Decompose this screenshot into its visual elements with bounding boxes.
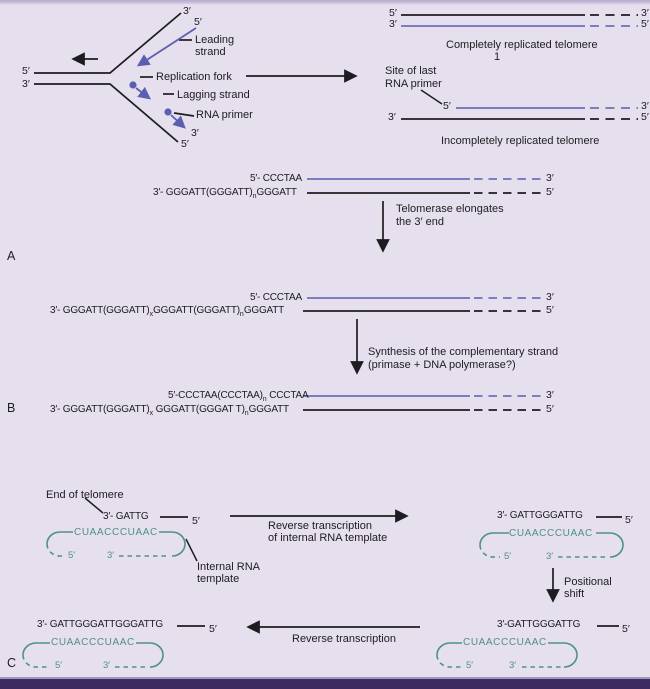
complete-bottom-3prime: 3′ (389, 18, 397, 30)
c-seq1: 3′- GATTG (103, 511, 149, 522)
rna-template-2: CUAACCCUAAC (509, 528, 593, 539)
c-seq2-5prime-end: 5′ (625, 514, 633, 526)
synthesis-caption-line1: Synthesis of the complementary strand (368, 346, 559, 358)
b-row4-sequence: 3′- $GGGATT(GGGATT)_x$ GGGATT(GGGAT $T)_nGGGATT$ (50, 404, 289, 417)
panel-c-label: C (7, 656, 17, 670)
rna-loop4-solid-right (136, 643, 163, 667)
incomplete-top-5prime: 5′ (443, 100, 451, 112)
positional-shift-line2: shift (564, 588, 585, 600)
complete-bottom-5prime: 5′ (641, 18, 649, 30)
leading-strand-label-line1: Leading (195, 34, 235, 46)
c-seq3: 3′-GATTGGGATTG (497, 619, 581, 630)
c-seq4: 3′- GATTGGGATTGGGATTG (37, 619, 164, 630)
rna-loop2-solid-left (480, 533, 509, 545)
synthesis-caption-line2: (primase + DNA polymerase?) (368, 359, 516, 371)
b-row4-5prime: 5′ (546, 403, 554, 415)
telomerase-caption-line1: Telomerase elongates (396, 203, 504, 215)
leading-strand-label-line2: strand (195, 46, 226, 58)
c-seq2: 3′- GATTGGGATTG (497, 510, 583, 521)
c-seq4-5prime-end: 5′ (209, 623, 217, 635)
replication-fork-label: Replication fork (156, 71, 232, 83)
rna-template-1: CUAACCCUAAC (74, 527, 158, 538)
complete-top-5prime: 5′ (389, 7, 397, 19)
loop3-5prime: 5′ (466, 660, 474, 671)
b-row2-sequence: 3′- $GGGATT(GGGATT)_xGGGATT(GGGATT)_nGGGATT$ (50, 305, 285, 318)
loop2-5prime: 5′ (504, 551, 512, 562)
site-of-last-primer-pointer (421, 90, 442, 104)
rt-right-caption-line2: of internal RNA template (268, 532, 388, 544)
a-bottom-5prime: 5′ (546, 186, 554, 198)
rna-template-4: CUAACCCUAAC (51, 637, 135, 648)
lagging-fragment-arrow-2 (171, 115, 184, 127)
fork-leading-5prime: 5′ (194, 16, 202, 28)
bottom-border-bar (0, 677, 650, 689)
site-of-last-line1: Site of last (385, 65, 437, 77)
loop1-5prime: 5′ (68, 550, 76, 561)
fork-left-5prime: 5′ (22, 65, 30, 77)
leading-strand-arrow (139, 28, 196, 65)
telomerase-caption-line2: the 3′ end (396, 216, 444, 228)
panel-b-label: B (7, 401, 16, 415)
incomplete-bottom-5prime: 5′ (641, 111, 649, 123)
fork-left-3prime: 3′ (22, 78, 30, 90)
rna-loop1-dashed-left (47, 544, 64, 556)
loop3-3prime: 3′ (509, 660, 517, 671)
fork-lagging-3prime: 3′ (191, 127, 199, 139)
loop2-3prime: 3′ (546, 551, 554, 562)
rna-loop3-solid-left (437, 643, 462, 655)
b-row1-sequence: 5′- CCCTAA (250, 292, 302, 303)
incomplete-bottom-3prime: 3′ (388, 111, 396, 123)
c-seq1-5prime-end: 5′ (192, 515, 200, 527)
site-of-last-line2: RNA primer (385, 78, 442, 90)
positional-shift-line1: Positional (564, 576, 612, 588)
rna-loop1-solid-left (47, 532, 73, 544)
loop1-3prime: 3′ (107, 550, 115, 561)
internal-rna-label-line2: template (197, 573, 240, 585)
panel-a-label: A (7, 249, 16, 263)
lagging-fragment-arrow-1 (136, 88, 149, 98)
rna-loop4-solid-left (23, 643, 50, 655)
rna-loop3-solid-right (548, 643, 577, 667)
a-top-sequence: 5′- CCCTAA (250, 173, 302, 184)
rt-left-caption: Reverse transcription (292, 633, 396, 645)
b-row3-sequence: $5'-CCCTAA(CCCTAA)_n$ CCCTAA (168, 390, 309, 403)
fork-top-strand (34, 13, 181, 73)
rna-primer-dot-1 (129, 81, 136, 88)
a-top-3prime: 3′ (546, 172, 554, 184)
internal-rna-pointer (186, 539, 197, 561)
complete-top-3prime: 3′ (641, 7, 649, 19)
fork-bottom-strand (34, 84, 178, 142)
loop4-5prime: 5′ (55, 660, 63, 671)
complete-telomere-caption: Completely replicated telomere (446, 39, 598, 51)
internal-rna-label-line1: Internal RNA (197, 561, 260, 573)
loop4-3prime: 3′ (103, 660, 111, 671)
incomplete-telomere-caption: Incompletely replicated telomere (441, 135, 600, 147)
rt-right-caption-line1: Reverse transcription (268, 520, 372, 532)
fork-top-3prime: 3′ (183, 5, 191, 17)
rna-loop3-dashed-left (437, 655, 461, 667)
rna-primer-tick (174, 113, 194, 116)
end-of-telomere-label: End of telomere (46, 489, 124, 501)
b-row3-3prime: 3′ (546, 389, 554, 401)
b-row1-3prime: 3′ (546, 291, 554, 303)
c-seq3-5prime-end: 5′ (622, 623, 630, 635)
rna-loop2-solid-right (596, 533, 623, 557)
a-bottom-sequence: 3′- $GGGATT(GGGATT)_nGGGATT$ (153, 187, 297, 200)
telomere-number: 1 (494, 51, 501, 63)
rna-primer-label: RNA primer (196, 109, 253, 121)
rna-loop2-dashed-left (480, 545, 500, 557)
incomplete-top-3prime: 3′ (641, 100, 649, 112)
rna-template-3: CUAACCCUAAC (463, 637, 547, 648)
rna-loop4-dashed-left (23, 655, 49, 667)
lagging-strand-label: Lagging strand (177, 89, 250, 101)
b-row2-5prime: 5′ (546, 304, 554, 316)
rna-primer-dot-2 (164, 108, 171, 115)
fork-bottom-5prime: 5′ (181, 138, 189, 150)
rna-loop1-solid-right (159, 532, 185, 556)
